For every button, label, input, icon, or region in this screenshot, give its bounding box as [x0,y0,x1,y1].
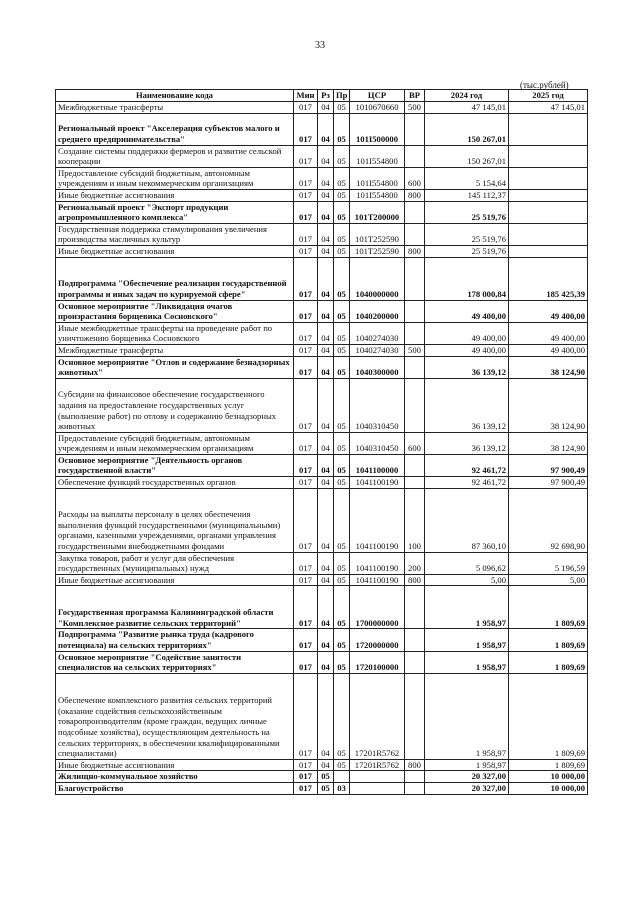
row-rz: 04 [318,759,334,771]
row-vr: 100 [405,488,425,552]
row-name: Региональный проект "Акселерация субъектов малого и среднего предпринимательства" [56,113,294,145]
row-vr [405,629,425,651]
col-header-2024: 2024 год [425,90,509,102]
row-csr: 101T252590 [350,223,405,245]
row-rz: 04 [318,378,334,432]
row-vr: 600 [405,167,425,189]
row-csr: 101T200000 [350,201,405,223]
row-name: Межбюджетные трансферты [56,344,294,356]
row-min: 017 [294,223,318,245]
row-2025: 1 809,69 [509,673,588,759]
row-2024: 36 139,12 [425,432,509,454]
row-pr: 05 [334,586,350,629]
row-2024: 87 360,10 [425,488,509,552]
row-pr: 05 [334,145,350,167]
table-row [56,245,588,257]
row-vr: 500 [405,344,425,356]
row-pr: 05 [334,629,350,651]
row-min: 017 [294,629,318,651]
row-2025: 10 000,00 [509,783,588,795]
row-2024: 20 327,00 [425,783,509,795]
row-2024: 49 400,00 [425,300,509,322]
row-2024: 150 267,01 [425,113,509,145]
row-rz: 04 [318,102,334,114]
row-pr: 05 [334,257,350,300]
row-min: 017 [294,488,318,552]
row-2024: 145 112,37 [425,189,509,201]
row-vr [405,771,425,783]
row-2024: 1 958,97 [425,673,509,759]
row-2024: 92 461,72 [425,454,509,476]
row-pr: 05 [334,574,350,586]
row-rz: 04 [318,223,334,245]
row-csr: 1040310450 [350,432,405,454]
row-2024: 49 400,00 [425,322,509,344]
row-rz: 04 [318,113,334,145]
row-pr: 05 [334,322,350,344]
table-row [56,574,588,586]
row-2024: 150 267,01 [425,145,509,167]
row-min: 017 [294,300,318,322]
table-row [56,454,588,476]
row-rz: 04 [318,651,334,673]
row-2024: 20 327,00 [425,771,509,783]
row-2025 [509,189,588,201]
row-csr: 101I554800 [350,167,405,189]
row-2024: 1 958,97 [425,629,509,651]
row-pr: 05 [334,552,350,574]
row-2025: 38 124,90 [509,432,588,454]
row-csr: 1040310450 [350,378,405,432]
row-min: 017 [294,189,318,201]
table-row [56,477,588,489]
col-header-rz: Рз [318,90,334,102]
row-min: 017 [294,586,318,629]
col-header-2025: 2025 год [509,90,588,102]
row-name: Создание системы поддержки фермеров и развитие сельской кооперации [56,145,294,167]
row-2024: 5,00 [425,574,509,586]
row-2024: 1 958,97 [425,651,509,673]
row-csr: 101I554800 [350,145,405,167]
table-row [56,356,588,378]
row-2025: 1 809,69 [509,629,588,651]
row-min: 017 [294,245,318,257]
units-label: (тыс.рублей) [520,80,569,90]
row-2024: 25 519,76 [425,201,509,223]
row-2025: 5 196,59 [509,552,588,574]
col-header-vr: ВР [405,90,425,102]
row-vr [405,356,425,378]
row-rz: 05 [318,783,334,795]
row-name: Региональный проект "Экспорт продукции агропромышленного комплекса" [56,201,294,223]
row-2024: 49 400,00 [425,344,509,356]
table-row [56,223,588,245]
row-csr: 1720000000 [350,629,405,651]
row-min: 017 [294,771,318,783]
row-csr: 1041100000 [350,454,405,476]
row-name: Межбюджетные трансферты [56,102,294,114]
row-rz: 04 [318,629,334,651]
row-rz: 04 [318,189,334,201]
table-row [56,759,588,771]
row-vr: 800 [405,759,425,771]
row-rz: 04 [318,574,334,586]
table-row [56,201,588,223]
row-2024: 5 154,64 [425,167,509,189]
row-csr: 101T252590 [350,245,405,257]
row-vr: 800 [405,574,425,586]
row-2025: 185 425,39 [509,257,588,300]
row-min: 017 [294,201,318,223]
table-row [56,189,588,201]
row-min: 017 [294,167,318,189]
row-csr: 1041100190 [350,488,405,552]
row-2025: 38 124,90 [509,356,588,378]
row-rz: 04 [318,145,334,167]
row-vr [405,201,425,223]
row-name: Основное мероприятие "Деятельность органов государственной власти" [56,454,294,476]
row-min: 017 [294,552,318,574]
row-rz: 04 [318,344,334,356]
row-pr: 05 [334,102,350,114]
row-csr [350,783,405,795]
row-2025: 47 145,01 [509,102,588,114]
row-vr [405,477,425,489]
col-header-name: Наименование кода [56,90,294,102]
col-header-pr: Пр [334,90,350,102]
table-row [56,651,588,673]
row-2025: 49 400,00 [509,300,588,322]
row-name: Подпрограмма "Развитие рынка труда (кадрового потенциала) на сельских территориях" [56,629,294,651]
row-2025: 5,00 [509,574,588,586]
table-row [56,102,588,114]
row-pr: 05 [334,759,350,771]
row-name: Обеспечение функций государственных органов [56,477,294,489]
row-2024: 36 139,12 [425,378,509,432]
row-csr: 1041100190 [350,552,405,574]
row-name: Основное мероприятие "Отлов и содержание безнадзорных животных" [56,356,294,378]
row-2025: 38 124,90 [509,378,588,432]
row-pr: 05 [334,167,350,189]
row-2025: 97 900,49 [509,477,588,489]
row-rz: 04 [318,356,334,378]
row-vr [405,322,425,344]
row-csr: 101I554800 [350,189,405,201]
row-2024: 1 958,97 [425,586,509,629]
budget-table [55,89,588,795]
row-vr [405,651,425,673]
row-pr [334,771,350,783]
row-vr [405,300,425,322]
row-pr: 03 [334,783,350,795]
table-row [56,322,588,344]
table-row [56,113,588,145]
row-pr: 05 [334,488,350,552]
row-2025: 92 698,90 [509,488,588,552]
row-vr: 200 [405,552,425,574]
row-vr [405,673,425,759]
row-min: 017 [294,378,318,432]
table-row [56,771,588,783]
row-pr: 05 [334,356,350,378]
row-rz: 04 [318,201,334,223]
row-csr: 1040300000 [350,356,405,378]
row-min: 017 [294,574,318,586]
col-header-min: Мин [294,90,318,102]
table-row [56,783,588,795]
row-2025 [509,113,588,145]
row-name: Иные бюджетные ассигнования [56,245,294,257]
row-name: Благоустройство [56,783,294,795]
row-rz: 04 [318,454,334,476]
row-csr: 17201R5762 [350,673,405,759]
row-2024: 36 139,12 [425,356,509,378]
row-pr: 05 [334,113,350,145]
row-min: 017 [294,356,318,378]
row-pr: 05 [334,378,350,432]
row-rz: 04 [318,673,334,759]
row-rz: 04 [318,300,334,322]
row-min: 017 [294,673,318,759]
row-pr: 05 [334,454,350,476]
row-min: 017 [294,783,318,795]
row-pr: 05 [334,344,350,356]
row-rz: 04 [318,552,334,574]
row-csr: 1041100190 [350,477,405,489]
table-row [56,432,588,454]
table-row [56,344,588,356]
row-vr [405,454,425,476]
row-csr: 1040200000 [350,300,405,322]
row-name: Иные бюджетные ассигнования [56,574,294,586]
page-number: 33 [315,40,325,51]
row-csr: 1040274030 [350,322,405,344]
row-2025: 1 809,69 [509,759,588,771]
row-name: Основное мероприятие "Содействие занятости специалистов на сельских территориях" [56,651,294,673]
row-vr [405,145,425,167]
row-2025 [509,145,588,167]
row-csr [350,771,405,783]
row-2024: 5 096,62 [425,552,509,574]
row-vr [405,113,425,145]
row-pr: 05 [334,300,350,322]
row-vr: 800 [405,245,425,257]
row-csr: 1040000000 [350,257,405,300]
row-vr: 600 [405,432,425,454]
row-min: 017 [294,477,318,489]
row-vr: 800 [405,189,425,201]
row-2025: 49 400,00 [509,322,588,344]
row-name: Подпрограмма "Обеспечение реализации государственной программы и иных задач по курируемой сфере" [56,257,294,300]
row-pr: 05 [334,245,350,257]
row-pr: 05 [334,673,350,759]
row-pr: 05 [334,432,350,454]
row-name: Иные бюджетные ассигнования [56,189,294,201]
table-row [56,629,588,651]
table-row [56,586,588,629]
row-min: 017 [294,257,318,300]
row-min: 017 [294,145,318,167]
row-2025 [509,245,588,257]
row-name: Расходы на выплаты персоналу в целях обеспечения выполнения функций государственными (муниципальными) органами, казенными учреждениями, органами управления государственными внебюджетными фондами [56,488,294,552]
table-header-row [56,90,588,102]
row-csr: 1040274030 [350,344,405,356]
row-name: Иные межбюджетные трансферты на проведение работ по уничтожению борщевика Сосновского [56,322,294,344]
row-vr [405,586,425,629]
row-name: Закупка товаров, работ и услуг для обеспечения государственных (муниципальных) нужд [56,552,294,574]
row-rz: 04 [318,488,334,552]
row-csr: 17201R5762 [350,759,405,771]
row-rz: 04 [318,245,334,257]
row-rz: 04 [318,586,334,629]
table-row [56,300,588,322]
row-min: 017 [294,759,318,771]
row-csr: 1720100000 [350,651,405,673]
table-row [56,552,588,574]
row-2024: 25 519,76 [425,245,509,257]
row-2025: 1 809,69 [509,586,588,629]
row-2024: 25 519,76 [425,223,509,245]
table-row [56,257,588,300]
row-min: 017 [294,651,318,673]
table-row [56,488,588,552]
col-header-csr: ЦСР [350,90,405,102]
row-rz: 04 [318,257,334,300]
row-2024: 1 958,97 [425,759,509,771]
row-name: Основное мероприятие "Ликвидация очагов произрастания борщевика Сосновского" [56,300,294,322]
row-name: Иные бюджетные ассигнования [56,759,294,771]
row-name: Предоставление субсидий бюджетным, автономным учреждениям и иным некоммерческим организациям [56,167,294,189]
row-2025: 10 000,00 [509,771,588,783]
row-rz: 04 [318,477,334,489]
row-rz: 04 [318,432,334,454]
row-pr: 05 [334,201,350,223]
row-vr [405,223,425,245]
table-row [56,167,588,189]
row-2025 [509,167,588,189]
table-row [56,673,588,759]
row-min: 017 [294,344,318,356]
row-name: Предоставление субсидий бюджетным, автономным учреждениям и иным некоммерческим организациям [56,432,294,454]
row-min: 017 [294,113,318,145]
row-name: Государственная программа Калининградской области "Комплексное развитие сельских территорий" [56,586,294,629]
row-min: 017 [294,432,318,454]
row-2024: 47 145,01 [425,102,509,114]
row-csr: 101I500000 [350,113,405,145]
row-vr [405,783,425,795]
row-name: Государственная поддержка стимулирования увеличения производства масличных культур [56,223,294,245]
row-rz: 04 [318,167,334,189]
row-2025 [509,201,588,223]
row-csr: 1700000000 [350,586,405,629]
table-row [56,378,588,432]
row-pr: 05 [334,189,350,201]
table-row [56,145,588,167]
row-vr: 500 [405,102,425,114]
row-vr [405,257,425,300]
row-min: 017 [294,454,318,476]
row-pr: 05 [334,651,350,673]
row-2025: 49 400,00 [509,344,588,356]
row-min: 017 [294,102,318,114]
row-pr: 05 [334,223,350,245]
row-2025: 1 809,69 [509,651,588,673]
row-2025: 97 900,49 [509,454,588,476]
row-2024: 92 461,72 [425,477,509,489]
row-name: Жилищно-коммунальное хозяйство [56,771,294,783]
row-csr: 1010670660 [350,102,405,114]
row-2024: 178 000,84 [425,257,509,300]
row-pr: 05 [334,477,350,489]
row-name: Обеспечение комплексного развития сельских территорий (оказание содействия сельскохозяйственным товаропроизводителям (кроме граждан, ведущих личные подсобные хозяйства), осуществляющим деятельность на сельских территориях, в обеспечении квалифицированными специалистами) [56,673,294,759]
row-csr: 1041100190 [350,574,405,586]
row-rz: 04 [318,322,334,344]
row-min: 017 [294,322,318,344]
row-2025 [509,223,588,245]
row-rz: 05 [318,771,334,783]
row-name: Субсидии на финансовое обеспечение государственного задания на предоставление государственных услуг (выполнение работ) по отлову и содержанию безнадзорных животных [56,378,294,432]
row-vr [405,378,425,432]
